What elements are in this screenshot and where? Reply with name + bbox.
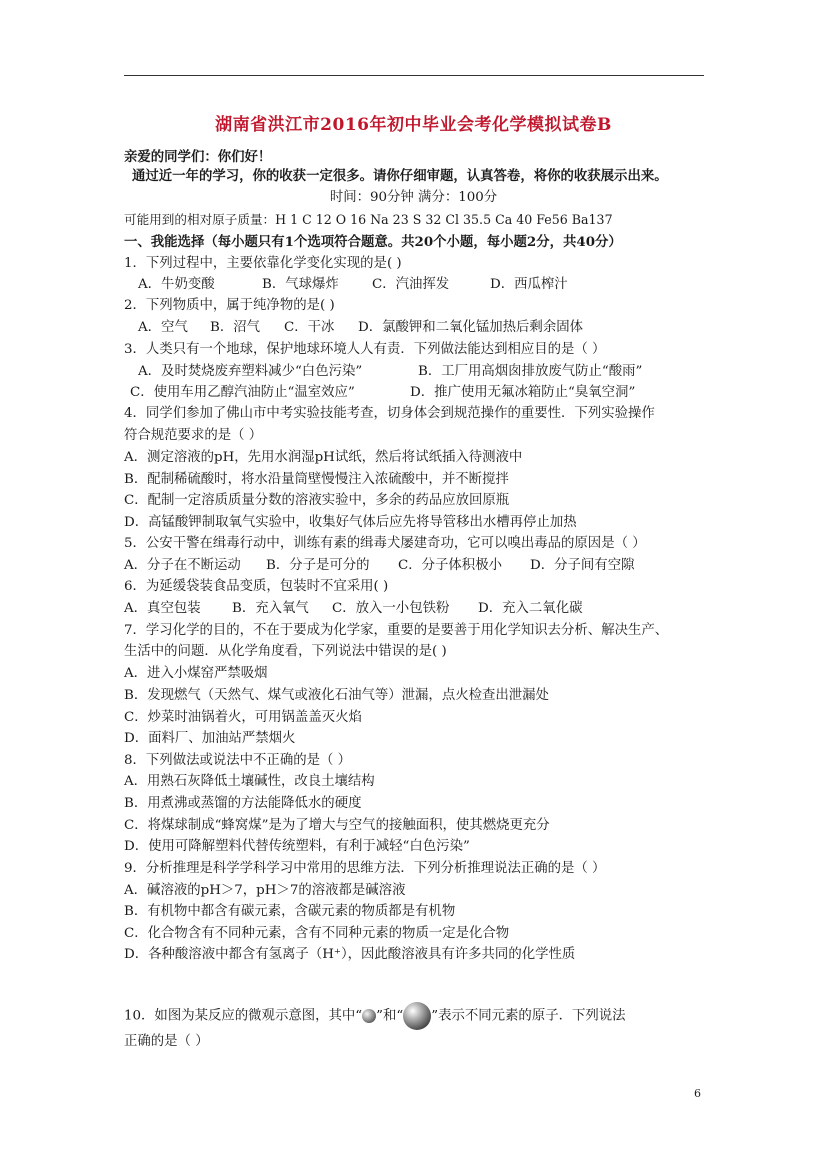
question-10-stem-line-2: 正确的是（ ） (124, 1034, 209, 1049)
question-8-option-c: C．将煤球制成“蜂窝煤”是为了增大与空气的接触面积，使其燃烧更充分 (124, 818, 550, 833)
question-3-option-b: B．工厂用高烟囱排放废气防止“酸雨” (418, 364, 643, 379)
question-1-option-b: B．气球爆炸 (262, 277, 339, 292)
question-5-option-d: D．分子间有空隙 (530, 558, 635, 573)
question-9-option-a: A．碱溶液的pH＞7，pH＞7的溶液都是碱溶液 (124, 883, 406, 898)
time-info: 时间：90分钟 满分：100分 (329, 190, 498, 205)
question-10-stem-line-1 (124, 1002, 626, 1030)
question-4-stem-line-2: 符合规范要求的是（ ） (124, 428, 263, 443)
small-gray-sphere-icon (362, 1009, 376, 1023)
atomic-masses: 可能用到的相对原子质量：H 1 C 12 O 16 Na 23 S 32 Cl 35.5 Ca 40 Fe56 Ba137 (124, 212, 613, 227)
question-5-option-b: B．分子是可分的 (266, 558, 370, 573)
question-4-option-c: C．配制一定溶质质量分数的溶液实验中，多余的药品应放回原瓶 (124, 493, 510, 508)
question-9-option-c: C．化合物含有不同种元素，含有不同种元素的物质一定是化合物 (124, 926, 510, 941)
question-9-option-d: D．各种酸溶液中都含有氢离子（H⁺），因此酸溶液具有许多共同的化学性质 (124, 947, 576, 962)
question-7-option-d: D．面料厂、加油站严禁烟火 (124, 731, 296, 746)
question-8-option-a: A．用熟石灰降低土壤碱性，改良土壤结构 (124, 774, 375, 789)
question-1-stem: 1．下列过程中，主要依靠化学变化实现的是( ) (124, 256, 402, 271)
question-3-option-a: A．及时焚烧废弃塑料减少“白色污染” (138, 364, 363, 379)
question-6-option-c: C．放入一小包铁粉 (332, 601, 450, 616)
question-2-option-c: C．干冰 (284, 320, 335, 335)
question-8-stem: 8．下列做法或说法中不正确的是（ ） (124, 753, 352, 768)
question-6-stem: 6．为延缓袋装食品变质，包装时不宜采用( ) (124, 579, 389, 594)
question-9-option-b: B．有机物中都含有碳元素，含碳元素的物质都是有机物 (124, 904, 456, 919)
question-10-stem-part-3: ”表示不同元素的原子．下列说法 (431, 1008, 626, 1024)
question-5-option-a: A．分子在不断运动 (124, 558, 241, 573)
large-gray-sphere-icon (403, 1002, 431, 1030)
question-3-stem: 3．人类只有一个地球，保护地球环境人人有责．下列做法能达到相应目的是（ ） (124, 342, 606, 357)
question-1-option-a: A．牛奶变酸 (138, 277, 215, 292)
question-4-stem-line-1: 4．同学们参加了佛山市中考实验技能考查，切身体会到规范操作的重要性．下列实验操作 (124, 406, 655, 421)
question-4-option-a: A．测定溶液的pH，先用水润湿pH试纸，然后将试纸插入待测液中 (124, 450, 523, 465)
question-5-option-c: C．分子体积极小 (398, 558, 502, 573)
section-heading: 一、我能选择（每小题只有1个选项符合题意。共20个小题，每小题2分，共40分） (124, 234, 622, 250)
question-3-option-d: D．推广使用无氟冰箱防止“臭氧空洞” (410, 385, 636, 400)
intro-message: 通过近一年的学习，你的收获一定很多。请你仔细审题，认真答卷，将你的收获展示出来。 (132, 168, 668, 184)
header-rule (124, 75, 704, 76)
question-8-option-b: B．用煮沸或蒸馏的方法能降低水的硬度 (124, 796, 362, 811)
question-7-stem-line-2: 生活中的问题．从化学角度看，下列说法中错误的是( ) (124, 644, 447, 659)
question-7-stem-line-1: 7．学习化学的目的，不在于要成为化学家，重要的是要善于用化学知识去分析、解决生产、 (124, 623, 669, 638)
question-4-option-b: B．配制稀硫酸时，将水沿量筒壁慢慢注入浓硫酸中，并不断搅拌 (124, 472, 509, 487)
question-2-option-b: B．沼气 (210, 320, 261, 335)
question-3-option-c: C．使用车用乙醇汽油防止“温室效应” (130, 385, 355, 400)
question-7-option-c: C．炒菜时油锅着火，可用锅盖盖灭火焰 (124, 710, 362, 725)
question-6-option-d: D．充入二氧化碳 (478, 601, 583, 616)
page-number: 6 (694, 1087, 701, 1100)
question-2-option-a: A．空气 (138, 320, 188, 335)
question-5-stem: 5．公安干警在缉毒行动中，训练有素的缉毒犬屡建奇功，它可以嗅出毒品的原因是（ ） (124, 536, 646, 551)
question-10-stem-part-2: ”和“ (376, 1008, 404, 1024)
greeting: 亲爱的同学们：你们好！ (124, 149, 272, 165)
question-2-option-d: D．氯酸钾和二氧化锰加热后剩余固体 (358, 320, 583, 335)
question-10-stem-part-1: 10．如图为某反应的微观示意图，其中“ (124, 1008, 363, 1024)
question-7-option-b: B．发现燃气（天然气、煤气或液化石油气等）泄漏，点火检查出泄漏处 (124, 688, 549, 703)
exam-title: 湖南省洪江市2016年初中毕业会考化学模拟试卷B (215, 115, 612, 135)
question-2-stem: 2．下列物质中，属于纯净物的是( ) (124, 298, 335, 313)
question-1-option-c: C．汽油挥发 (372, 277, 450, 292)
question-9-stem: 9．分析推理是科学学科学习中常用的思维方法．下列分析推理说法正确的是（ ） (124, 861, 606, 876)
question-4-option-d: D．高锰酸钾制取氧气实验中，收集好气体后应先将导管移出水槽再停止加热 (124, 515, 577, 530)
question-7-option-a: A．进入小煤窑严禁吸烟 (124, 666, 268, 681)
question-8-option-d: D．使用可降解塑料代替传统塑料，有利于减轻“白色污染” (124, 839, 470, 854)
question-6-option-a: A．真空包装 (124, 601, 201, 616)
question-6-option-b: B．充入氧气 (232, 601, 309, 616)
question-1-option-d: D．西瓜榨汁 (490, 277, 568, 292)
